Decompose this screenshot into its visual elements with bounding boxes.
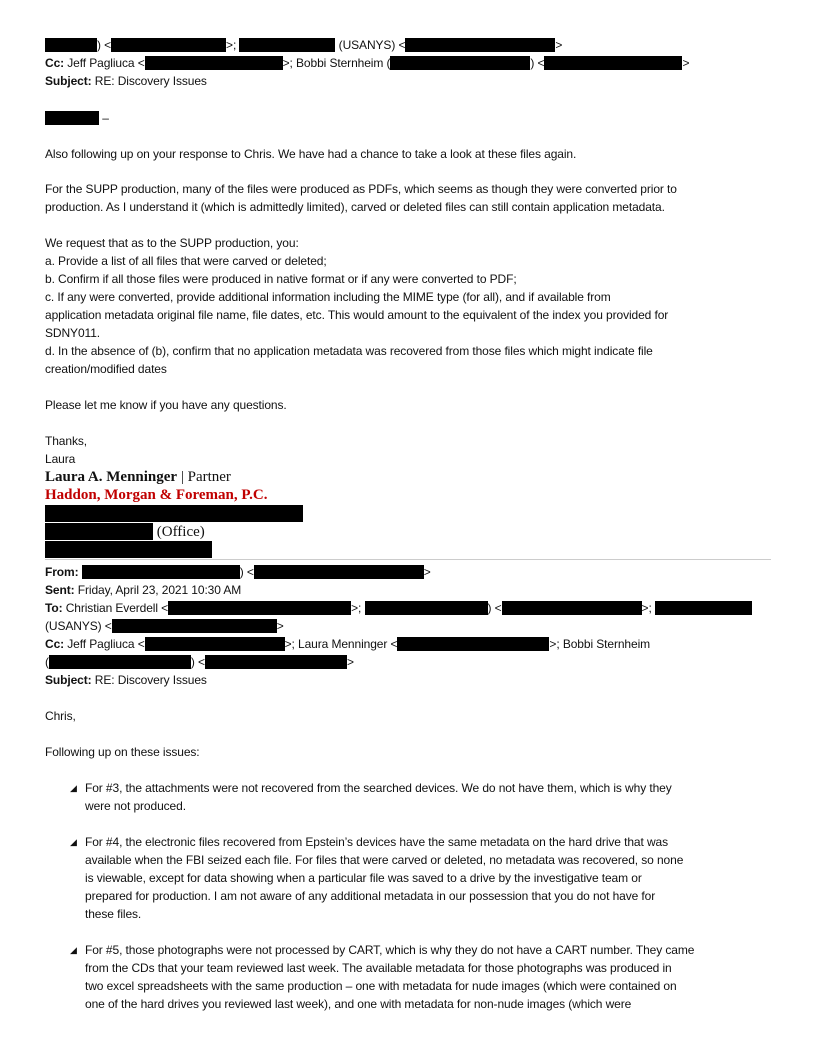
bullet-arrow-icon: ◢ [70,783,77,793]
to-line-cont: (USANYS) < > [45,619,284,633]
paragraph: For the SUPP production, many of the files were produced as PDFs, which seems as though they were converted prior to [45,182,677,196]
paragraph: Please let me know if you have any questions. [45,398,287,412]
signature-firm: Haddon, Morgan & Foreman, P.C. [45,487,268,503]
request-line: We request that as to the SUPP production, you: [45,236,299,250]
bullet-line: For #4, the electronic files recovered from Epstein’s devices have the same metadata on the hard drive that was [85,835,668,849]
cc-line: Cc: Jeff Pagliuca < >; Bobbi Sternheim ( ) < > [45,56,690,70]
bullet-line: were not produced. [85,799,186,813]
intro: Following up on these issues: [45,745,200,759]
request-line: d. In the absence of (b), confirm that no application metadata was recovered from those files which might indicate file [45,344,653,358]
bullet-line: prepared for production. I am not aware of any additional metadata in our possession that you do not have for [85,889,656,903]
signature-phone: (Office) [45,523,205,540]
request-line: creation/modified dates [45,362,167,376]
signature-email-redacted [45,541,212,559]
sent-line: Sent: Friday, April 23, 2021 10:30 AM [45,583,242,597]
request-line: application metadata original file name, file dates, etc. This would amount to the equivalent of the index you provided for [45,308,669,322]
to-line: To: Christian Everdell < >; ) < >; [45,600,752,616]
bullet-line: For #5, those photographs were not processed by CART, which is why they do not have a CART number. They came [85,943,695,957]
bullet-arrow-icon: ◢ [70,945,77,955]
signoff: Laura [45,452,76,466]
paragraph: production. As I understand it (which is admittedly limited), carved or deleted files can still contain application metadata. [45,200,665,214]
cc-line-cont: ( ) < > [45,655,354,669]
to-line: ) < >; (USANYS) < > [45,37,562,53]
divider [45,559,771,560]
request-line: c. If any were converted, provide additional information including the MIME type (for all), and if available from [45,290,611,304]
bullet-line: two excel spreadsheets with the same production – one with metadata for nude images (which were contained on [85,979,677,993]
paragraph: Also following up on your response to Chris. We have had a chance to take a look at these files again. [45,147,577,161]
greeting: – [45,110,109,126]
subject-line: Subject: RE: Discovery Issues [45,673,207,687]
bullet-line: is viewable, except for data showing when a particular file was saved to a drive by the investigative team or [85,871,642,885]
from-line: From: ) < > [45,565,431,579]
bullet-line: For #3, the attachments were not recovered from the searched devices. We do not have them, which is why they [85,781,672,795]
signature-address-redacted [45,505,303,523]
bullet-line: from the CDs that your team reviewed last week. The available metadata for those photographs was produced in [85,961,672,975]
request-line: b. Confirm if all those files were produced in native format or if any were converted to PDF; [45,272,517,286]
signature-name: Laura A. Menninger | Partner [45,469,231,485]
request-line: a. Provide a list of all files that were carved or deleted; [45,254,327,268]
bullet-line: these files. [85,907,142,921]
subject-line: Subject: RE: Discovery Issues [45,74,207,88]
cc-line: Cc: Jeff Pagliuca < >; Laura Menninger < >; Bobbi Sternheim [45,637,651,651]
closing: Thanks, [45,434,87,448]
request-line: SDNY011. [45,326,101,340]
greeting: Chris, [45,709,76,723]
bullet-line: one of the hard drives you reviewed last week), and one with metadata for non-nude images (which were [85,997,632,1011]
bullet-arrow-icon: ◢ [70,837,77,847]
bullet-line: available when the FBI seized each file. For files that were carved or deleted, no metadata was recovered, so none [85,853,684,867]
